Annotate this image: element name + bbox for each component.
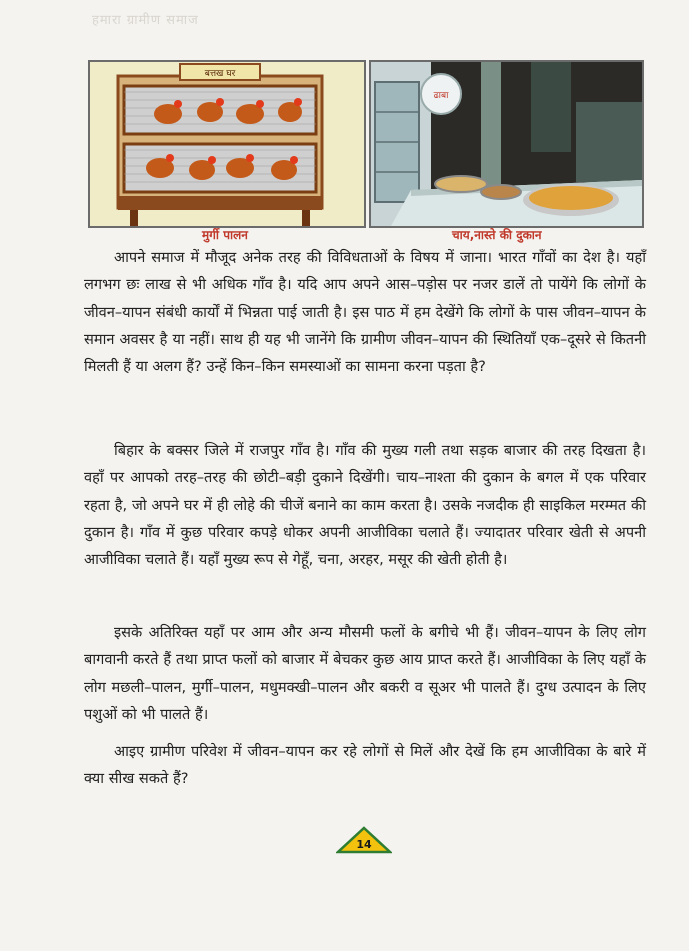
poultry-farming-photo — [88, 60, 366, 228]
poultry-caption: मुर्गी पालन — [202, 228, 248, 242]
cage-sign-text: बत्तख घर — [204, 69, 236, 79]
page-number-badge — [336, 826, 392, 854]
paragraph-other-livelihoods: इसके अतिरिक्त यहाँ पर आम और अन्य मौसमी फलों के बगीचे भी हैं। जीवन–यापन के लिए लोग बागवानी करते हैं तथा प्राप्त फलों को बाजार में बेचकर कुछ आय प्राप्त करते हैं। आजीविका के लिए यहाँ के लोग मछली–पालन, मुर्गी–पालन, मधुमक्खी–पालन और बकरी व सूअर भी पालते हैं। दुग्ध उत्पादन के लिए पशुओं को भी पालते हैं। — [84, 624, 646, 723]
page-number: 14 — [356, 838, 372, 851]
running-header: हमारा ग्रामीण समाज — [92, 13, 199, 28]
tea-shop-photo — [369, 60, 644, 228]
paragraph-intro: आपने समाज में मौजूद अनेक तरह की विविधताओं के विषय में जाना। भारत गाँवों का देश है। यहाँ लगभग छः लाख से भी अधिक गाँव है। यदि आप अपने आस–पड़ोस पर नजर डालें तो पायेंगे कि लोगों के जीवन–यापन संबंधी कार्यों में भिन्नता पाई जाती है। इस पाठ में हम देखेंगे कि लोगों के पास जीवन–यापन के समान अवसर है या नहीं। साथ ही यह भी जानेंगे कि ग्रामीण जीवन–यापन की स्थितियाँ एक–दूसरे से कितनी मिलती हैं या अलग हैं? उन्हें किन–किन समस्याओं का सामना करना पड़ता है? — [84, 249, 646, 376]
tea-shop-caption: चाय,नास्ते की दुकान — [452, 228, 542, 242]
paragraph-closing: आइए ग्रामीण परिवेश में जीवन–यापन कर रहे लोगों से मिलें और देखें कि हम आजीविका के बारे में क्या सीख सकते हैं? — [84, 743, 646, 788]
paragraph-rajpur-village: बिहार के बक्सर जिले में राजपुर गाँव है। गाँव की मुख्य गली तथा सड़क बाजार की तरह दिखता है। वहाँ पर आपको तरह–तरह की छोटी–बड़ी दुकाने दिखेंगी। चाय–नाश्ता की दुकान के बगल में एक परिवार रहता है, जो अपने घर में ही लोहे की चीजें बनाने का काम करता है। उसके नजदीक ही साइकिल मरम्मत की दुकान है। गाँव में कुछ परिवार कपड़े धोकर अपनी आजीविका चलाते हैं। ज्यादातर परिवार खेती से अपनी आजीविका चलाते हैं। यहाँ मुख्य रूप से गेहूँ, चना, अरहर, मसूर की खेती होती है। — [84, 442, 646, 569]
shop-sign-text: ढाबा — [433, 91, 449, 101]
